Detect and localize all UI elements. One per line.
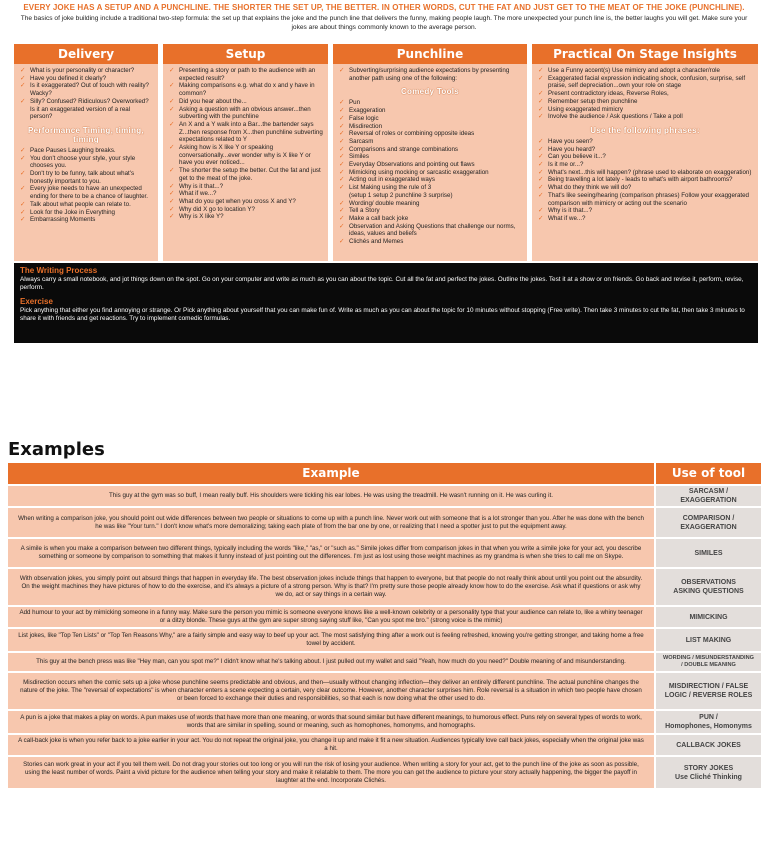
delivery-heading: Delivery: [14, 44, 158, 64]
list-item: [337, 176, 523, 184]
setup-column: [163, 44, 328, 261]
list-item-text: Why did X go to location Y?: [179, 205, 255, 213]
punchline-subheading: Comedy Tools: [400, 87, 460, 97]
list-item-text: What's next...this will happen? (phrase used to elaborate on exaggeration): [548, 168, 752, 176]
list-item: [337, 215, 523, 223]
checkmark-icon: ✓: [169, 182, 175, 190]
tool-cell: PUN / Homophones, Homonyms: [656, 711, 761, 733]
example-cell: Add humour to your act by mimicking someone in a funny way. Make sure the person you mimic is someone everyone knows like a well-known celebrity or a personality type that your audience can relate to, like a whiny teenager or a ditzy blonde. These guys at the gym are super strong saying stuff like, "Can you spot me bro." (strong voice is the mimic): [8, 607, 656, 627]
list-item: [18, 185, 154, 200]
table-row: [8, 671, 761, 709]
list-item-text: Embarrassing Moments: [30, 216, 96, 224]
list-item-text: Clichés and Memes: [349, 238, 404, 246]
list-item: [536, 67, 754, 75]
list-item: [18, 147, 154, 155]
example-cell: A pun is a joke that makes a play on words. A pun makes use of words that have more than one meaning, or words that sound similar but have different meanings, to humorous effect. Puns rely on several types of words to work, words that are similar in spelling, sound or meaning, such as homophones, homonyms, and homographs.: [8, 711, 656, 733]
list-item-text: Have you defined it clearly?: [30, 74, 107, 82]
list-item: [536, 146, 754, 154]
examples-table: [8, 463, 761, 788]
checkmark-icon: ✓: [339, 114, 345, 122]
list-item-text: Presenting a story or path to the audience with an expected result?: [179, 67, 316, 82]
list-item: [536, 192, 754, 207]
punchline-column: [333, 44, 527, 261]
checkmark-icon: ✓: [20, 170, 26, 178]
tool-cell: WORDING / MISUNDERSTANDING / DOUBLE MEANING: [656, 653, 761, 671]
list-item: [167, 190, 324, 198]
list-item-text: Being travelling a lot lately - leads to what's with airport bathrooms?: [548, 176, 733, 184]
list-item: [18, 75, 154, 83]
list-item: [167, 98, 324, 106]
list-item: [536, 207, 754, 215]
tool-cell: MISDIRECTION / FALSE LOGIC / REVERSE ROLES: [656, 673, 761, 709]
list-item-text: Subverting/surprising audience expectations by presenting another path using one of the following:: [349, 67, 510, 82]
checkmark-icon: ✓: [339, 222, 345, 230]
list-item-text: Similes: [349, 153, 369, 161]
punchline-heading: Punchline: [333, 44, 527, 64]
checkmark-icon: ✓: [339, 130, 345, 138]
checkmark-icon: ✓: [339, 184, 345, 192]
list-item: [536, 138, 754, 146]
table-row: [8, 605, 761, 627]
list-item: [167, 213, 324, 221]
table-row: [8, 627, 761, 651]
intro-text: The basics of joke building include a traditional two-step formula: the set up that explains the joke and the punch line that delivers the funny, making people laugh. The more unexpected your punch line is, the better laughs you will get. Make sure your jokes are about things commonly known to the average person.: [20, 15, 748, 31]
insights-list-2: [536, 138, 754, 223]
list-item: [337, 138, 523, 146]
example-cell: List jokes, like "Top Ten Lists" or "Top Ten Reasons Why," are a fairly simple and easy way to beef up your act. The most satisfying thing after a work out is feeling refreshed, knowing you're getting stronger, and taking home a free towel by accident.: [8, 629, 656, 651]
list-item: [167, 82, 324, 97]
checkmark-icon: ✓: [538, 67, 544, 74]
list-item: [18, 82, 154, 97]
checkmark-icon: ✓: [339, 107, 345, 115]
checkmark-icon: ✓: [538, 207, 544, 215]
list-item-text: Talk about what people can relate to.: [30, 200, 131, 208]
list-item-text: Is it me or...?: [548, 161, 584, 169]
list-item-text: Acting out in exaggerated ways: [349, 176, 435, 184]
checkmark-icon: ✓: [339, 176, 345, 184]
list-item: [536, 215, 754, 223]
examples-table-body: [8, 484, 761, 788]
list-item-text: Pun: [349, 99, 361, 107]
examples-title: Examples: [8, 439, 105, 460]
headline: EVERY JOKE HAS A SETUP AND A PUNCHLINE. THE SHORTER THE SET UP, THE BETTER. IN OTHER WORDS, CUT THE FAT AND JUST GET TO THE MEAT OF THE JOKE (PUNCHLINE).: [23, 3, 745, 12]
checkmark-icon: ✓: [169, 190, 175, 198]
list-item: [167, 144, 324, 167]
checkmark-icon: ✓: [538, 145, 544, 153]
checkmark-icon: ✓: [339, 161, 345, 169]
insights-heading: Practical On Stage Insights: [532, 44, 758, 64]
checkmark-icon: ✓: [538, 74, 544, 82]
list-item-text: Can you believe it...?: [548, 153, 606, 161]
list-item-text: Make a call back joke: [349, 214, 409, 222]
list-item-text: Why is it that...?: [179, 182, 224, 190]
table-row: [8, 709, 761, 733]
tool-cell: MIMICKING: [656, 607, 761, 627]
checkmark-icon: ✓: [339, 168, 345, 176]
writing-process-text: Always carry a small notebook, and jot things down on the spot. Go on your computer and write as much as you can about the topic. Cut all the fat and perfect the jokes. Outline the jokes. Test it at a show or on friends. Go back and revise it, perform, revise, perform.: [20, 276, 744, 292]
checkmark-icon: ✓: [538, 153, 544, 161]
list-item-text: Misdirection: [349, 122, 383, 130]
list-item: [167, 198, 324, 206]
list-item: [167, 183, 324, 191]
list-item: [167, 167, 324, 182]
list-item: [337, 115, 523, 123]
list-item: [18, 155, 154, 170]
checkmark-icon: ✓: [538, 176, 544, 184]
tool-cell: LIST MAKING: [656, 629, 761, 651]
delivery-list: [18, 67, 154, 121]
checkmark-icon: ✓: [339, 199, 345, 207]
checkmark-icon: ✓: [538, 90, 544, 98]
list-item: [337, 207, 523, 215]
list-item: [536, 113, 754, 121]
checkmark-icon: ✓: [20, 185, 26, 193]
list-item: [337, 200, 523, 208]
insights-subheading: Use the following phrases:: [590, 125, 700, 135]
list-item: [536, 106, 754, 114]
example-cell: A call-back joke is when you refer back to a joke earlier in your act. You do not repeat the original joke, you change it up and make it fit a new situation. Audiences typically love call back jokes, especially when the original joke was a hit.: [8, 735, 656, 755]
table-row: [8, 484, 761, 506]
list-item-text: Why is X like Y?: [179, 213, 224, 221]
list-item: [536, 161, 754, 169]
list-item: [337, 169, 523, 177]
tool-cell: COMPARISON / EXAGGERATION: [656, 508, 761, 537]
list-item: [18, 98, 154, 121]
checkmark-icon: ✓: [20, 200, 26, 208]
tool-cell: STORY JOKES Use Cliché Thinking: [656, 757, 761, 788]
list-item: [536, 90, 754, 98]
checkmark-icon: ✓: [538, 161, 544, 169]
list-item-text: You don't choose your style, your style chooses you.: [30, 154, 136, 170]
delivery-column: [14, 44, 158, 261]
checkmark-icon: ✓: [169, 120, 175, 128]
list-item-text: What do you get when you cross X and Y?: [179, 197, 296, 205]
list-item-text: Pace Pauses Laughing breaks.: [30, 146, 116, 154]
checkmark-icon: ✓: [20, 154, 26, 162]
checkmark-icon: ✓: [538, 97, 544, 105]
table-row: [8, 755, 761, 788]
example-cell: With observation jokes, you simply point out absurd things that happen in everyday life. The best observation jokes include things that happen to everyone, but that people do not really think about until you point out the absurdity. On the weight machines they have pictures of how to do the exercise, and it's always a picture of a strong person. Why is that? I'm pretty sure those people already know how to do the exercise. Ask what if questions or ask why we do, act or say things in a certain way.: [8, 569, 656, 605]
examples-table-header: [8, 463, 761, 484]
list-item-text: That's like seeing/hearing (comparison phrases) Follow your exaggerated comparison with mimicry or acting out the scenario: [548, 191, 750, 207]
example-column-header: Example: [8, 463, 656, 484]
table-row: [8, 651, 761, 671]
list-item: [167, 121, 324, 144]
list-item-text: Silly? Confused? Ridiculous? Overworked? Is it an exaggerated version of a real person?: [30, 97, 149, 121]
list-item-text: Every joke needs to have an unexpected ending for there to be a chance of laughter.: [30, 185, 148, 201]
checkmark-icon: ✓: [169, 205, 175, 213]
checkmark-icon: ✓: [538, 214, 544, 222]
list-item-text: Using exaggerated mimicry: [548, 105, 623, 113]
list-item-text: Wording/ double meaning: [349, 199, 420, 207]
tool-cell: SARCASM / EXAGGERATION: [656, 486, 761, 506]
list-item: [167, 106, 324, 121]
checkmark-icon: ✓: [538, 113, 544, 121]
punchline-list-2: [337, 99, 523, 191]
list-item-text: Mimicking using mocking or sarcastic exaggeration: [349, 168, 489, 176]
list-item: [337, 107, 523, 115]
list-item-text: Why is it that...?: [548, 207, 593, 215]
example-cell: This guy at the bench press was like "Hey man, can you spot me?" I didn't know what he's talking about. I just pulled out my wallet and said "Yeah, how much do you need?" Double meaning of and misunderstanding.: [8, 653, 656, 671]
setup-list: [167, 67, 324, 221]
checkmark-icon: ✓: [538, 191, 544, 199]
checkmark-icon: ✓: [20, 208, 26, 216]
list-item: [536, 176, 754, 184]
example-cell: Stories can work great in your act if you tell them well. Do not drag your stories out too long or you will run the risk of losing your audience. When writing a story for your act, get to the punch line of the joke as soon as possible, using the least number of words. Paint a vivid picture for the audience when telling your story and make it relatable to them. The more you can get the audience to picture your story actually happening, the bigger the payoff in laughter at the end. Incorporate Clichés.: [8, 757, 656, 788]
list-item: [337, 146, 523, 154]
checkmark-icon: ✓: [169, 97, 175, 105]
list-item: [536, 153, 754, 161]
punchline-list: [337, 67, 523, 82]
list-item: [18, 170, 154, 185]
list-item-text: Is it exaggerated? Out of touch with reality? Wacky?: [30, 82, 150, 98]
tool-cell: SIMILES: [656, 539, 761, 567]
list-item-text: Exaggeration: [349, 107, 386, 115]
list-item-text: Use a Funny accent(s) Use mimicry and adopt a character/role: [548, 67, 720, 74]
list-item-text: Everyday Observations and pointing out flaws: [349, 161, 475, 169]
checkmark-icon: ✓: [538, 184, 544, 192]
list-item-text: Involve the audience / Ask questions / Take a poll: [548, 113, 683, 121]
list-item: [337, 153, 523, 161]
checkmark-icon: ✓: [20, 216, 26, 224]
tool-cell: CALLBACK JOKES: [656, 735, 761, 755]
columns-section: [14, 44, 758, 261]
list-item-text: Look for the Joke in Everything: [30, 208, 115, 216]
tool-column-header: Use of tool: [671, 466, 746, 480]
checkmark-icon: ✓: [20, 82, 26, 90]
checkmark-icon: ✓: [538, 168, 544, 176]
table-row: [8, 537, 761, 567]
checkmark-icon: ✓: [339, 137, 345, 145]
delivery-subheading: Performance Timing, timing, timing: [28, 125, 144, 144]
checkmark-icon: ✓: [20, 67, 26, 74]
list-item-text: Asking how is X like Y or speaking conversationally...ever wonder why is X like Y or have you ever noticed...: [179, 144, 311, 167]
checkmark-icon: ✓: [20, 146, 26, 154]
checkmark-icon: ✓: [339, 207, 345, 215]
list-item-text: Comparisons and strange combinations: [349, 145, 459, 153]
checkmark-icon: ✓: [169, 197, 175, 205]
list-item: [536, 184, 754, 192]
list-item: [337, 99, 523, 107]
list-item-text: What if we...?: [548, 214, 586, 222]
list-item: [536, 169, 754, 177]
table-row: [8, 506, 761, 537]
list-item-text: False logic: [349, 114, 379, 122]
list-item: [167, 206, 324, 214]
example-cell: A simile is when you make a comparison between two different things, typically including the words "like," "as," or "such as." Simile jokes differ from comparison jokes in that when you write a simile joke for your act, you describe something or someone by comparison to something that makes it funny instead of just pointing out the differences. I'm just as lost using those weight machines as my grandma is when she tries to call me on Skype.: [8, 539, 656, 567]
exercise-title: Exercise: [20, 296, 53, 306]
list-item: [337, 123, 523, 131]
list-item-text: Have you seen?: [548, 137, 593, 145]
list-item-text: Exaggerated facial expression indicating shock, confusion, surprise, self praise, self depreciation...own your role on stage: [548, 74, 746, 90]
tool-cell: OBSERVATIONS ASKING QUESTIONS: [656, 569, 761, 605]
list-item-text: Have you heard?: [548, 145, 596, 153]
list-item: [167, 67, 324, 82]
checkmark-icon: ✓: [339, 153, 345, 161]
punchline-list-3: [337, 200, 523, 246]
setup-heading: Setup: [163, 44, 328, 64]
writing-process-title: The Writing Process: [20, 266, 98, 275]
list-item-text: Tell a Story: [349, 207, 380, 215]
list-item: [536, 98, 754, 106]
checkmark-icon: ✓: [538, 137, 544, 145]
list-item-text: An X and a Y walk into a Bar...the bartender says Z...then response from X...then punchline subverting expectations related to Y: [179, 120, 323, 144]
checkmark-icon: ✓: [339, 145, 345, 153]
list-item: [337, 238, 523, 246]
example-cell: When writing a comparison joke, you should point out wide differences between two people or situations to come up with a punch line. Never work out with someone that is a lot stronger than you. After he was done with the bench he was like "Your turn." I don't know what's more demoralizing; taking each plate of from the bar one by one, or realizing that I need a spotter just to put the equipment away.: [8, 508, 656, 537]
table-row: [8, 733, 761, 755]
list-item-text: Remember setup then punchline: [548, 97, 638, 105]
checkmark-icon: ✓: [339, 122, 345, 130]
list-item-text: Asking a question with an obvious answer...then subverting with the punchline: [179, 105, 311, 121]
checkmark-icon: ✓: [169, 105, 175, 113]
list-item-text: The shorter the setup the better. Cut the fat and just get to the meat of the joke.: [179, 167, 321, 182]
checkmark-icon: ✓: [20, 97, 26, 105]
checkmark-icon: ✓: [20, 74, 26, 82]
example-cell: This guy at the gym was so buff, I mean really buff. His shoulders were tickling his ear lobes. He was using the treadmill. He wasn't running on it. He was curling it.: [8, 486, 656, 506]
list-item: [337, 184, 523, 192]
insights-list: [536, 67, 754, 121]
checkmark-icon: ✓: [339, 238, 345, 246]
punchline-note: (setup 1 setup 2 punchline 3 surprise): [349, 191, 453, 199]
list-item-text: Making comparisons e.g. what do x and y have in common?: [179, 82, 315, 98]
delivery-list-2: [18, 147, 154, 224]
checkmark-icon: ✓: [169, 67, 175, 74]
list-item-text: Did you hear about the...: [179, 97, 247, 105]
list-item: [337, 130, 523, 138]
list-item-text: What if we...?: [179, 190, 217, 198]
list-item: [18, 201, 154, 209]
list-item-text: Reversal of roles or combining opposite ideas: [349, 130, 475, 138]
list-item: [337, 67, 523, 82]
checkmark-icon: ✓: [339, 67, 345, 74]
list-item-text: Present contradictory ideas, Reverse Roles,: [548, 90, 669, 98]
list-item-text: Observation and Asking Questions that challenge our norms, ideas, values and beliefs: [349, 222, 516, 238]
list-item: [337, 223, 523, 238]
list-item-text: List Making using the rule of 3: [349, 184, 432, 192]
checkmark-icon: ✓: [169, 144, 175, 152]
checkmark-icon: ✓: [538, 105, 544, 113]
checkmark-icon: ✓: [169, 167, 175, 175]
checkmark-icon: ✓: [339, 214, 345, 222]
list-item: [18, 216, 154, 224]
list-item-text: Don't try to be funny, talk about what's honestly important to you.: [30, 170, 135, 185]
list-item: [337, 161, 523, 169]
checkmark-icon: ✓: [339, 99, 345, 107]
table-row: [8, 567, 761, 605]
list-item-text: What is your personality or character?: [30, 67, 135, 74]
exercise-text: Pick anything that either you find annoying or strange. Or Pick anything about yourself that you can make fun of. Write as much as you can about the topic for 10 minutes without stopping (Free write). Then take 3 minutes to cut the fat, then take 3 minutes to share it with friends and get reactions. Try to implement comedic formulas.: [20, 306, 745, 323]
list-item: [18, 67, 154, 75]
checkmark-icon: ✓: [169, 82, 175, 90]
list-item: [536, 75, 754, 90]
list-item: [18, 209, 154, 217]
example-cell: Misdirection occurs when the comic sets up a joke whose punchline seems predictable and obvious, and then—usually without changing inflection—they deliver an entirely different punchline. The actual punchline changes the nature of the joke. The "reversal of expectations" is when character enters a scene expecting a certain, very clear outcome. However, another character surprises him. Role reversal is a situation in which two people have chosen or been forced to exchange their duties and responsibilities, so that each is now doing what the other used to do.: [8, 673, 656, 709]
writing-process-panel: [14, 263, 758, 343]
list-item-text: What do they think we will do?: [548, 184, 632, 192]
insights-column: [532, 44, 758, 261]
list-item-text: Sarcasm: [349, 137, 374, 145]
checkmark-icon: ✓: [169, 213, 175, 221]
